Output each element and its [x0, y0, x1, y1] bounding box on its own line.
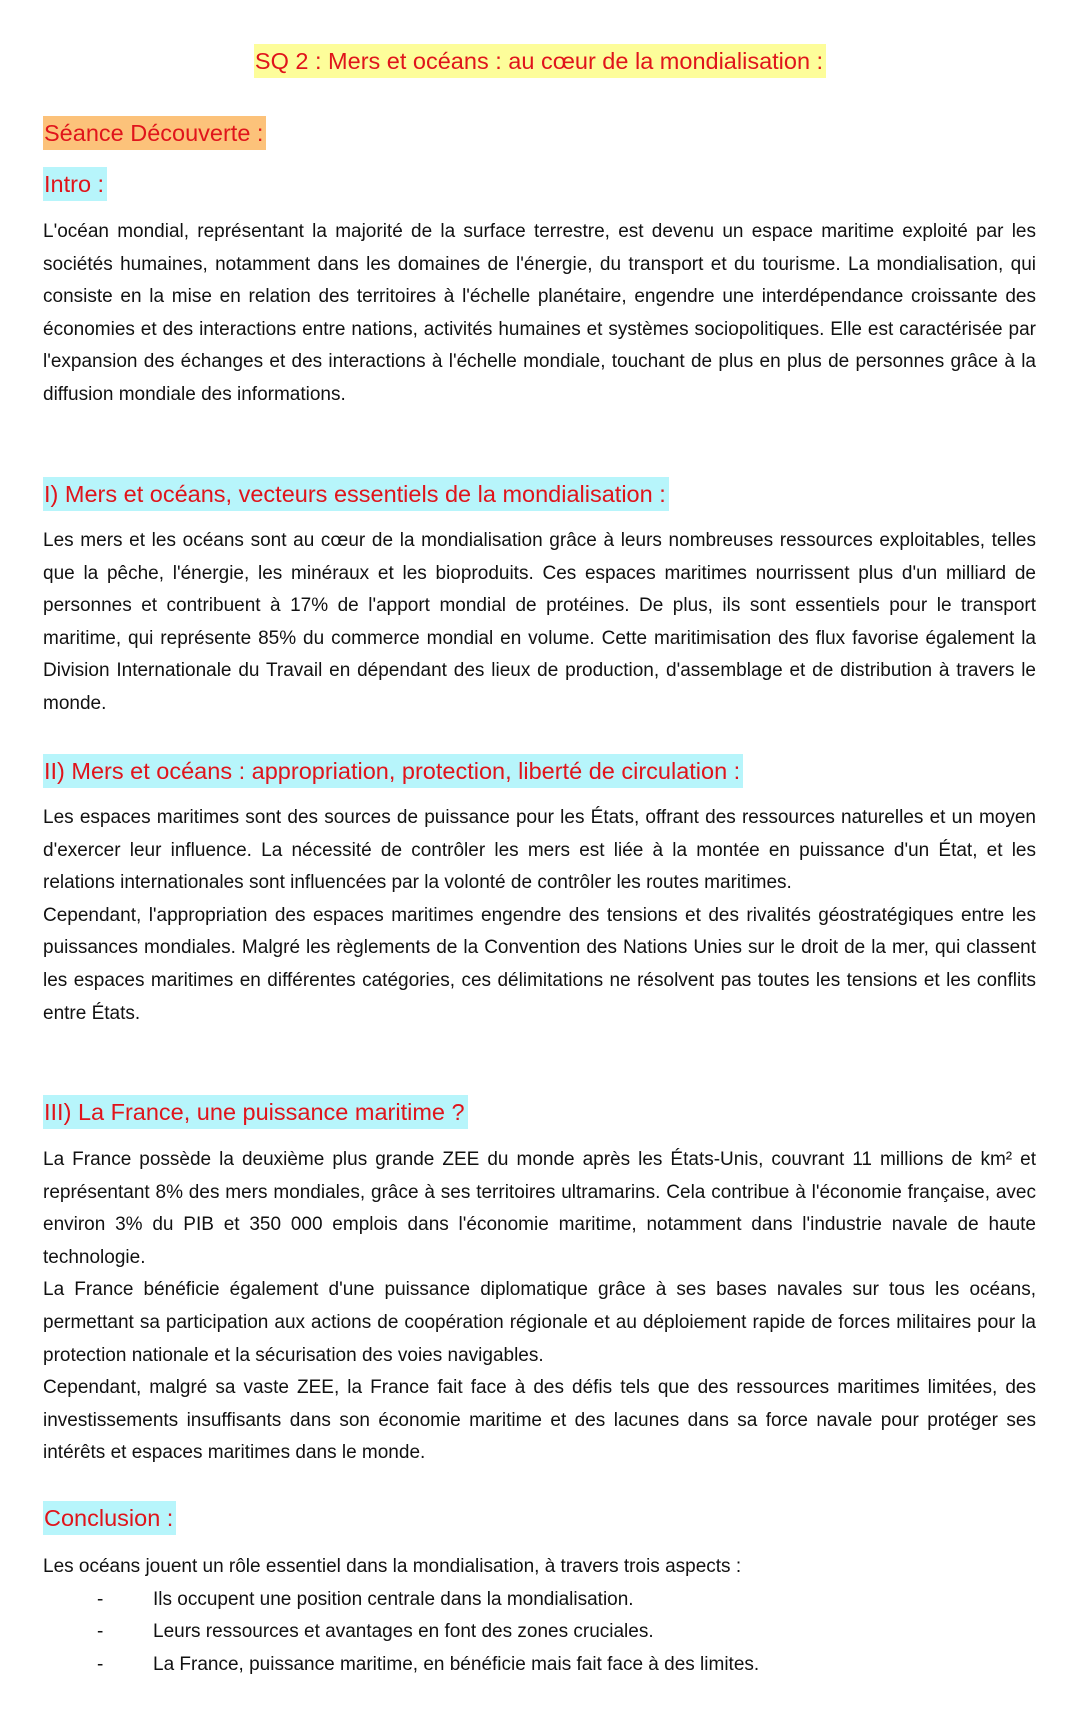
conclusion-paragraph: Les océans jouent un rôle essentiel dans la mondialisation, à travers trois aspects : — [43, 1556, 742, 1577]
section3-heading-wrap — [43, 1095, 1036, 1129]
section3-paragraph-1: La France possède la deuxième plus grande ZEE du monde après les États-Unis, couvrant 11 millions de km² et représentant 8% des mers mondiales, grâce à ses territoires ultramarins. Cela contribue à l'économie française, avec environ 3% du PIB et 350 000 emplois dans l'économie maritime, notamment dans l'industrie navale de haute technologie. — [43, 1149, 1036, 1268]
seance-heading-wrap — [43, 116, 1036, 150]
section3-body — [43, 1144, 1036, 1470]
section1-heading-wrap — [43, 477, 1036, 511]
list-item — [43, 1649, 1036, 1682]
list-item — [43, 1584, 1036, 1617]
intro-heading: Intro : — [43, 167, 107, 201]
list-item — [43, 1616, 1036, 1649]
bullet-dash: - — [97, 1653, 104, 1675]
section2-heading-wrap — [43, 754, 1036, 788]
document-title: SQ 2 : Mers et océans : au cœur de la mondialisation : — [254, 44, 826, 78]
section1-heading: I) Mers et océans, vecteurs essentiels de la mondialisation : — [43, 477, 669, 511]
section3-heading: III) La France, une puissance maritime ? — [43, 1095, 468, 1129]
section2-paragraph-1: Les espaces maritimes sont des sources de puissance pour les États, offrant des ressources naturelles et un moyen d'exercer leur influence. La nécessité de contrôler les mers est liée à la montée en puissance d'un État, et les relations internationales sont influencées par la volonté de contrôler les routes maritimes. — [43, 807, 1036, 894]
bullet-dash: - — [97, 1621, 104, 1643]
document-title-wrap — [0, 44, 1080, 78]
intro-paragraph: L'océan mondial, représentant la majorité de la surface terrestre, est devenu un espace maritime exploité par les sociétés humaines, notamment dans les domaines de l'énergie, du transport et du tourisme. La mondialisation, qui consiste en la mise en relation des territoires à l'échelle planétaire, engendre une interdépendance croissante des économies et des interactions entre nations, activités humaines et systèmes sociopolitiques. Elle est caractérisée par l'expansion des échanges et des interactions à l'échelle mondiale, touchant de plus en plus de personnes grâce à la diffusion mondiale des informations. — [43, 221, 1036, 405]
bullet-text: Ils occupent une position centrale dans la mondialisation. — [153, 1588, 634, 1610]
conclusion-heading-wrap — [43, 1501, 1036, 1535]
conclusion-body — [43, 1551, 1036, 1681]
intro-heading-wrap — [43, 167, 1036, 201]
section2-heading: II) Mers et océans : appropriation, protection, liberté de circulation : — [43, 754, 743, 788]
section3-paragraph-3: Cependant, malgré sa vaste ZEE, la France fait face à des défis tels que des ressources maritimes limitées, des investissements insuffisants dans son économie maritime et des lacunes dans sa force navale pour protéger ses intérêts et espaces maritimes dans le monde. — [43, 1377, 1036, 1464]
conclusion-heading: Conclusion : — [43, 1501, 176, 1535]
bullet-text: Leurs ressources et avantages en font des zones cruciales. — [153, 1621, 654, 1643]
seance-heading: Séance Découverte : — [43, 116, 266, 150]
section1-paragraph: Les mers et les océans sont au cœur de la mondialisation grâce à leurs nombreuses ressources exploitables, telles que la pêche, l'énergie, les minéraux et les bioproduits. Ces espaces maritimes nourrissent plus d'un milliard de personnes et contribuent à 17% de l'apport mondial de protéines. De plus, ils sont essentiels pour le transport maritime, qui représente 85% du commerce mondial en volume. Cette maritimisation des flux favorise également la Division Internationale du Travail en dépendant des lieux de production, d'assemblage et de distribution à travers le monde. — [43, 530, 1036, 714]
section2-body — [43, 802, 1036, 1030]
section2-paragraph-2: Cependant, l'appropriation des espaces maritimes engendre des tensions et des rivalités géostratégiques entre les puissances mondiales. Malgré les règlements de la Convention des Nations Unies sur le droit de la mer, qui classent les espaces maritimes en différentes catégories, ces délimitations ne résolvent pas toutes les tensions et les conflits entre États. — [43, 904, 1036, 1024]
bullet-dash: - — [97, 1588, 104, 1610]
bullet-text: La France, puissance maritime, en bénéficie mais fait face à des limites. — [153, 1653, 760, 1675]
section3-paragraph-2: La France bénéficie également d'une puissance diplomatique grâce à ses bases navales sur tous les océans, permettant sa participation aux actions de coopération régionale et au déploiement rapide de forces militaires pour la protection nationale et la sécurisation des voies navigables. — [43, 1279, 1036, 1366]
